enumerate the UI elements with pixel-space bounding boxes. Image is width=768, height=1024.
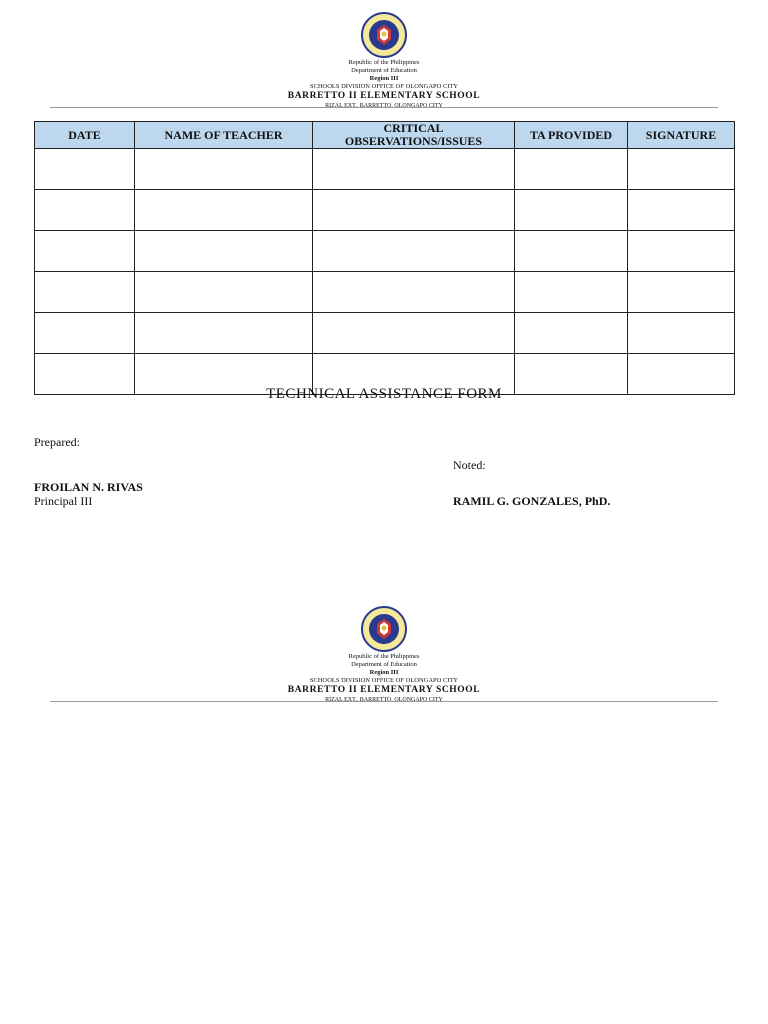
school-address: RIZAL EXT., BARRETTO, OLONGAPO CITY: [325, 697, 443, 703]
table-cell[interactable]: [515, 313, 628, 354]
table-header-row: [35, 122, 735, 149]
table-cell[interactable]: [313, 231, 515, 272]
table-cell[interactable]: [515, 272, 628, 313]
table-cell[interactable]: [628, 313, 735, 354]
table-cell[interactable]: [515, 149, 628, 190]
table-cell[interactable]: [313, 313, 515, 354]
school-name: BARRETTO II ELEMENTARY SCHOOL: [287, 685, 481, 695]
table-cell[interactable]: [35, 231, 135, 272]
school-address: RIZAL EXT., BARRETTO, OLONGAPO CITY: [325, 103, 443, 109]
table-cell[interactable]: [515, 190, 628, 231]
table-cell[interactable]: [135, 190, 313, 231]
region-line: Region III: [369, 75, 399, 82]
department-line: Department of Education: [351, 661, 417, 668]
department-line: Department of Education: [351, 67, 417, 74]
column-header-signature: SIGNATURE: [628, 122, 735, 149]
table-cell[interactable]: [35, 272, 135, 313]
technical-assistance-table: [34, 121, 735, 395]
division-line: SCHOOLS DIVISION OFFICE OF OLONGAPO CITY: [309, 83, 459, 90]
division-line: SCHOOLS DIVISION OFFICE OF OLONGAPO CITY: [309, 677, 459, 684]
table-row: [35, 149, 735, 190]
letterhead-divider: [50, 107, 718, 108]
column-header-observations: CRITICAL OBSERVATIONS/ISSUES: [313, 122, 515, 149]
column-header-date: DATE: [35, 122, 135, 149]
prepared-by-name: FROILAN N. RIVAS: [34, 480, 143, 494]
seal-icon: [360, 605, 408, 653]
table-cell[interactable]: [35, 149, 135, 190]
noted-by-name: RAMIL G. GONZALES, PhD.: [453, 494, 611, 508]
republic-line: Republic of the Philippines: [348, 653, 420, 660]
table-row: [35, 313, 735, 354]
table-cell[interactable]: [628, 231, 735, 272]
table-cell[interactable]: [628, 149, 735, 190]
table-cell[interactable]: [135, 272, 313, 313]
table-row: [35, 231, 735, 272]
letterhead-top: [0, 11, 768, 110]
table-cell[interactable]: [35, 190, 135, 231]
table-cell[interactable]: [135, 231, 313, 272]
letterhead-divider: [50, 701, 718, 702]
column-header-teacher: NAME OF TEACHER: [135, 122, 313, 149]
table-cell[interactable]: [35, 313, 135, 354]
table-row: [35, 272, 735, 313]
column-header-ta-provided: TA PROVIDED: [515, 122, 628, 149]
region-line: Region III: [369, 669, 399, 676]
prepared-by-position: Principal III: [34, 494, 93, 508]
table-cell[interactable]: [313, 272, 515, 313]
letterhead-bottom: [0, 605, 768, 704]
table-cell[interactable]: [313, 149, 515, 190]
school-name: BARRETTO II ELEMENTARY SCHOOL: [287, 91, 481, 101]
table-cell[interactable]: [628, 190, 735, 231]
table-cell[interactable]: [628, 272, 735, 313]
table-cell[interactable]: [515, 231, 628, 272]
table-cell[interactable]: [313, 190, 515, 231]
table-cell[interactable]: [135, 313, 313, 354]
prepared-label: Prepared:: [34, 435, 80, 449]
noted-label: Noted:: [453, 458, 486, 472]
table-cell[interactable]: [135, 149, 313, 190]
seal-icon: [360, 11, 408, 59]
form-title: TECHNICAL ASSISTANCE FORM: [266, 386, 502, 402]
republic-line: Republic of the Philippines: [348, 59, 420, 66]
table-row: [35, 190, 735, 231]
